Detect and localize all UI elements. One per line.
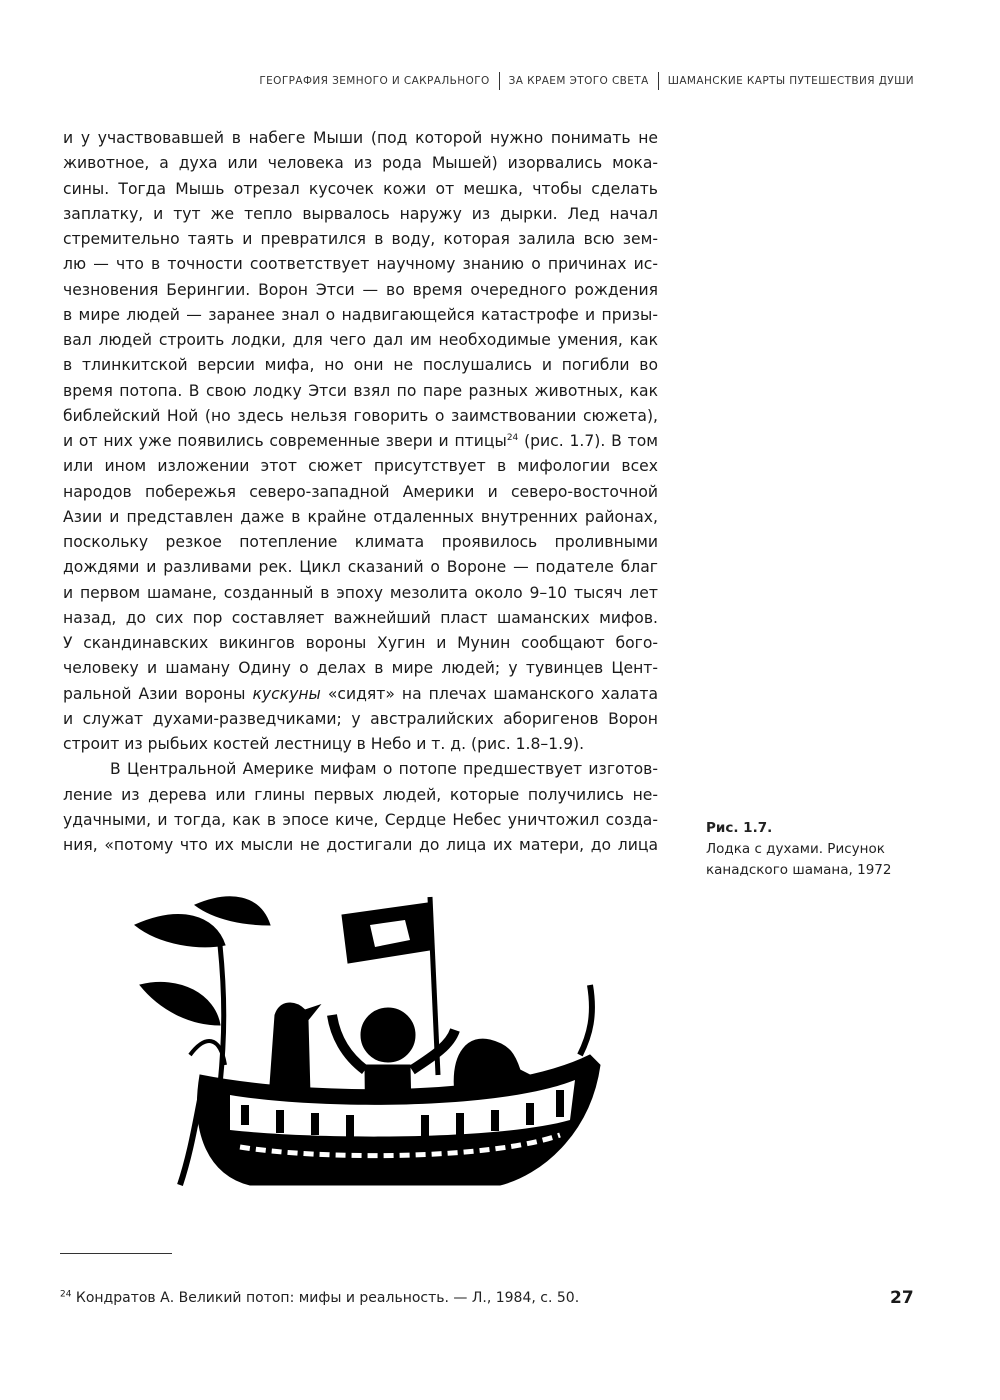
caption-label: Рис. 1.7. (706, 820, 773, 836)
text-line (63, 429, 658, 454)
text-line: в мире людей — заранее знал о надвигающейся катастрофе и призы- (63, 305, 658, 324)
text-line: в тлинкитской версии мифа, но они не послушались и погибли во (63, 356, 658, 375)
header-section-3: ШАМАНСКИЕ КАРТЫ ПУТЕШЕСТВИЯ ДУШИ (667, 75, 914, 87)
text-line: и первом шамане, созданный в эпоху мезолита около 9–10 тысяч лет (63, 583, 658, 602)
footnote-divider (60, 1253, 172, 1254)
running-header (259, 72, 914, 90)
text-line: строит из рыбьих костей лестницу в Небо и т. д. (рис. 1.8–1.9). (63, 735, 585, 753)
text-line: народов побережья северо-западной Америки и северо-восточной (63, 482, 658, 501)
footnote-text: Кондратов А. Великий потоп: мифы и реальность. — Л., 1984, с. 50. (71, 1290, 580, 1306)
text-line: вал людей строить лодки, для чего дал им необходимые умения, как (63, 331, 658, 349)
bird-left (270, 1003, 320, 1095)
text-line: или ином изложении этот сюжет присутствует в мифологии всех (63, 457, 658, 476)
text-line: сины. Тогда Мышь отрезал кусочек кожи от мешка, чтобы сделать (63, 179, 658, 198)
footnote-number: 24 (60, 1289, 72, 1300)
text-line: назад, до сих пор составляет важнейший пласт шаманских мифов. (63, 608, 658, 627)
text-line: удачными, и тогда, как в эпосе киче, Сердце Небес уничтожил созда- (63, 810, 658, 829)
text-line: и служат духами-разведчиками; у австралийских аборигенов Ворон (63, 709, 658, 728)
caption-line: Лодка с духами. Рисунок (706, 841, 885, 857)
text-line: стремительно таять и превратился в воду, которая залила всю зем- (63, 230, 658, 248)
footnote (60, 1290, 579, 1306)
header-divider (499, 72, 500, 90)
text-line: библейский Ной (но здесь нельзя говорить о заимствовании сюжета), (63, 406, 658, 425)
text-line: ния, «потому что их мысли не достигали до лица их матери, до лица (63, 836, 658, 854)
footnote-ref[interactable]: 24 (506, 432, 519, 443)
text-span: (рис. 1.7). В том (518, 432, 658, 450)
text-line: поскольку резкое потепление климата проявилось проливными (63, 533, 658, 551)
spirit-figure-head (361, 1008, 415, 1062)
text-line: заплатку, и тут же тепло вырвалось наружу из дырки. Лед начал (63, 204, 658, 223)
text-line: человеку и шаману Одину о делах в мире людей; у тувинцев Цент- (63, 659, 658, 678)
caption-line: канадского шамана, 1972 (706, 862, 892, 878)
italic-term: кускуны (252, 684, 321, 703)
text-line: Азии и представлен даже в крайне отдаленных внутренних районах, (63, 507, 658, 526)
text-line: животное, а духа или человека из рода Мышей) изорвались мока- (63, 154, 658, 173)
body-text (63, 126, 658, 858)
figure-caption (706, 818, 891, 881)
leaf (135, 915, 225, 947)
text-line: В Центральной Америке мифам о потопе предшествует изготов- (110, 760, 658, 779)
text-line: время потопа. В свою лодку Этси взял по паре разных животных, как (63, 381, 658, 400)
leaf (140, 982, 220, 1025)
text-span: и от них уже появились современные звери и птицы (63, 432, 507, 450)
text-line: ление из дерева или глины первых людей, которые получились не- (63, 785, 658, 804)
header-section-1: ГЕОГРАФИЯ ЗЕМНОГО И САКРАЛЬНОГО (259, 75, 490, 87)
boat-with-spirits-drawing (120, 885, 620, 1205)
text-line: чезновения Берингии. Ворон Этси — во время очередного рождения (63, 280, 658, 299)
header-divider (658, 72, 659, 90)
text-line: дождями и разливами рек. Цикл сказаний о Вороне — подателе благ (63, 558, 658, 577)
text-span: «сидят» на плечах шаманского халата (320, 684, 659, 703)
text-line: У скандинавских викингов вороны Хугин и Мунин сообщают бого- (63, 634, 658, 652)
text-line: и у участвовавшей в набеге Мыши (под которой нужно понимать не (63, 129, 658, 147)
text-line (63, 682, 658, 707)
text-span: ральной Азии вороны (63, 684, 253, 703)
header-section-2: ЗА КРАЕМ ЭТОГО СВЕТА (508, 75, 649, 87)
page-number: 27 (890, 1288, 914, 1308)
text-line: лю — что в точности соответствует научному знанию о причинах ис- (63, 255, 658, 274)
